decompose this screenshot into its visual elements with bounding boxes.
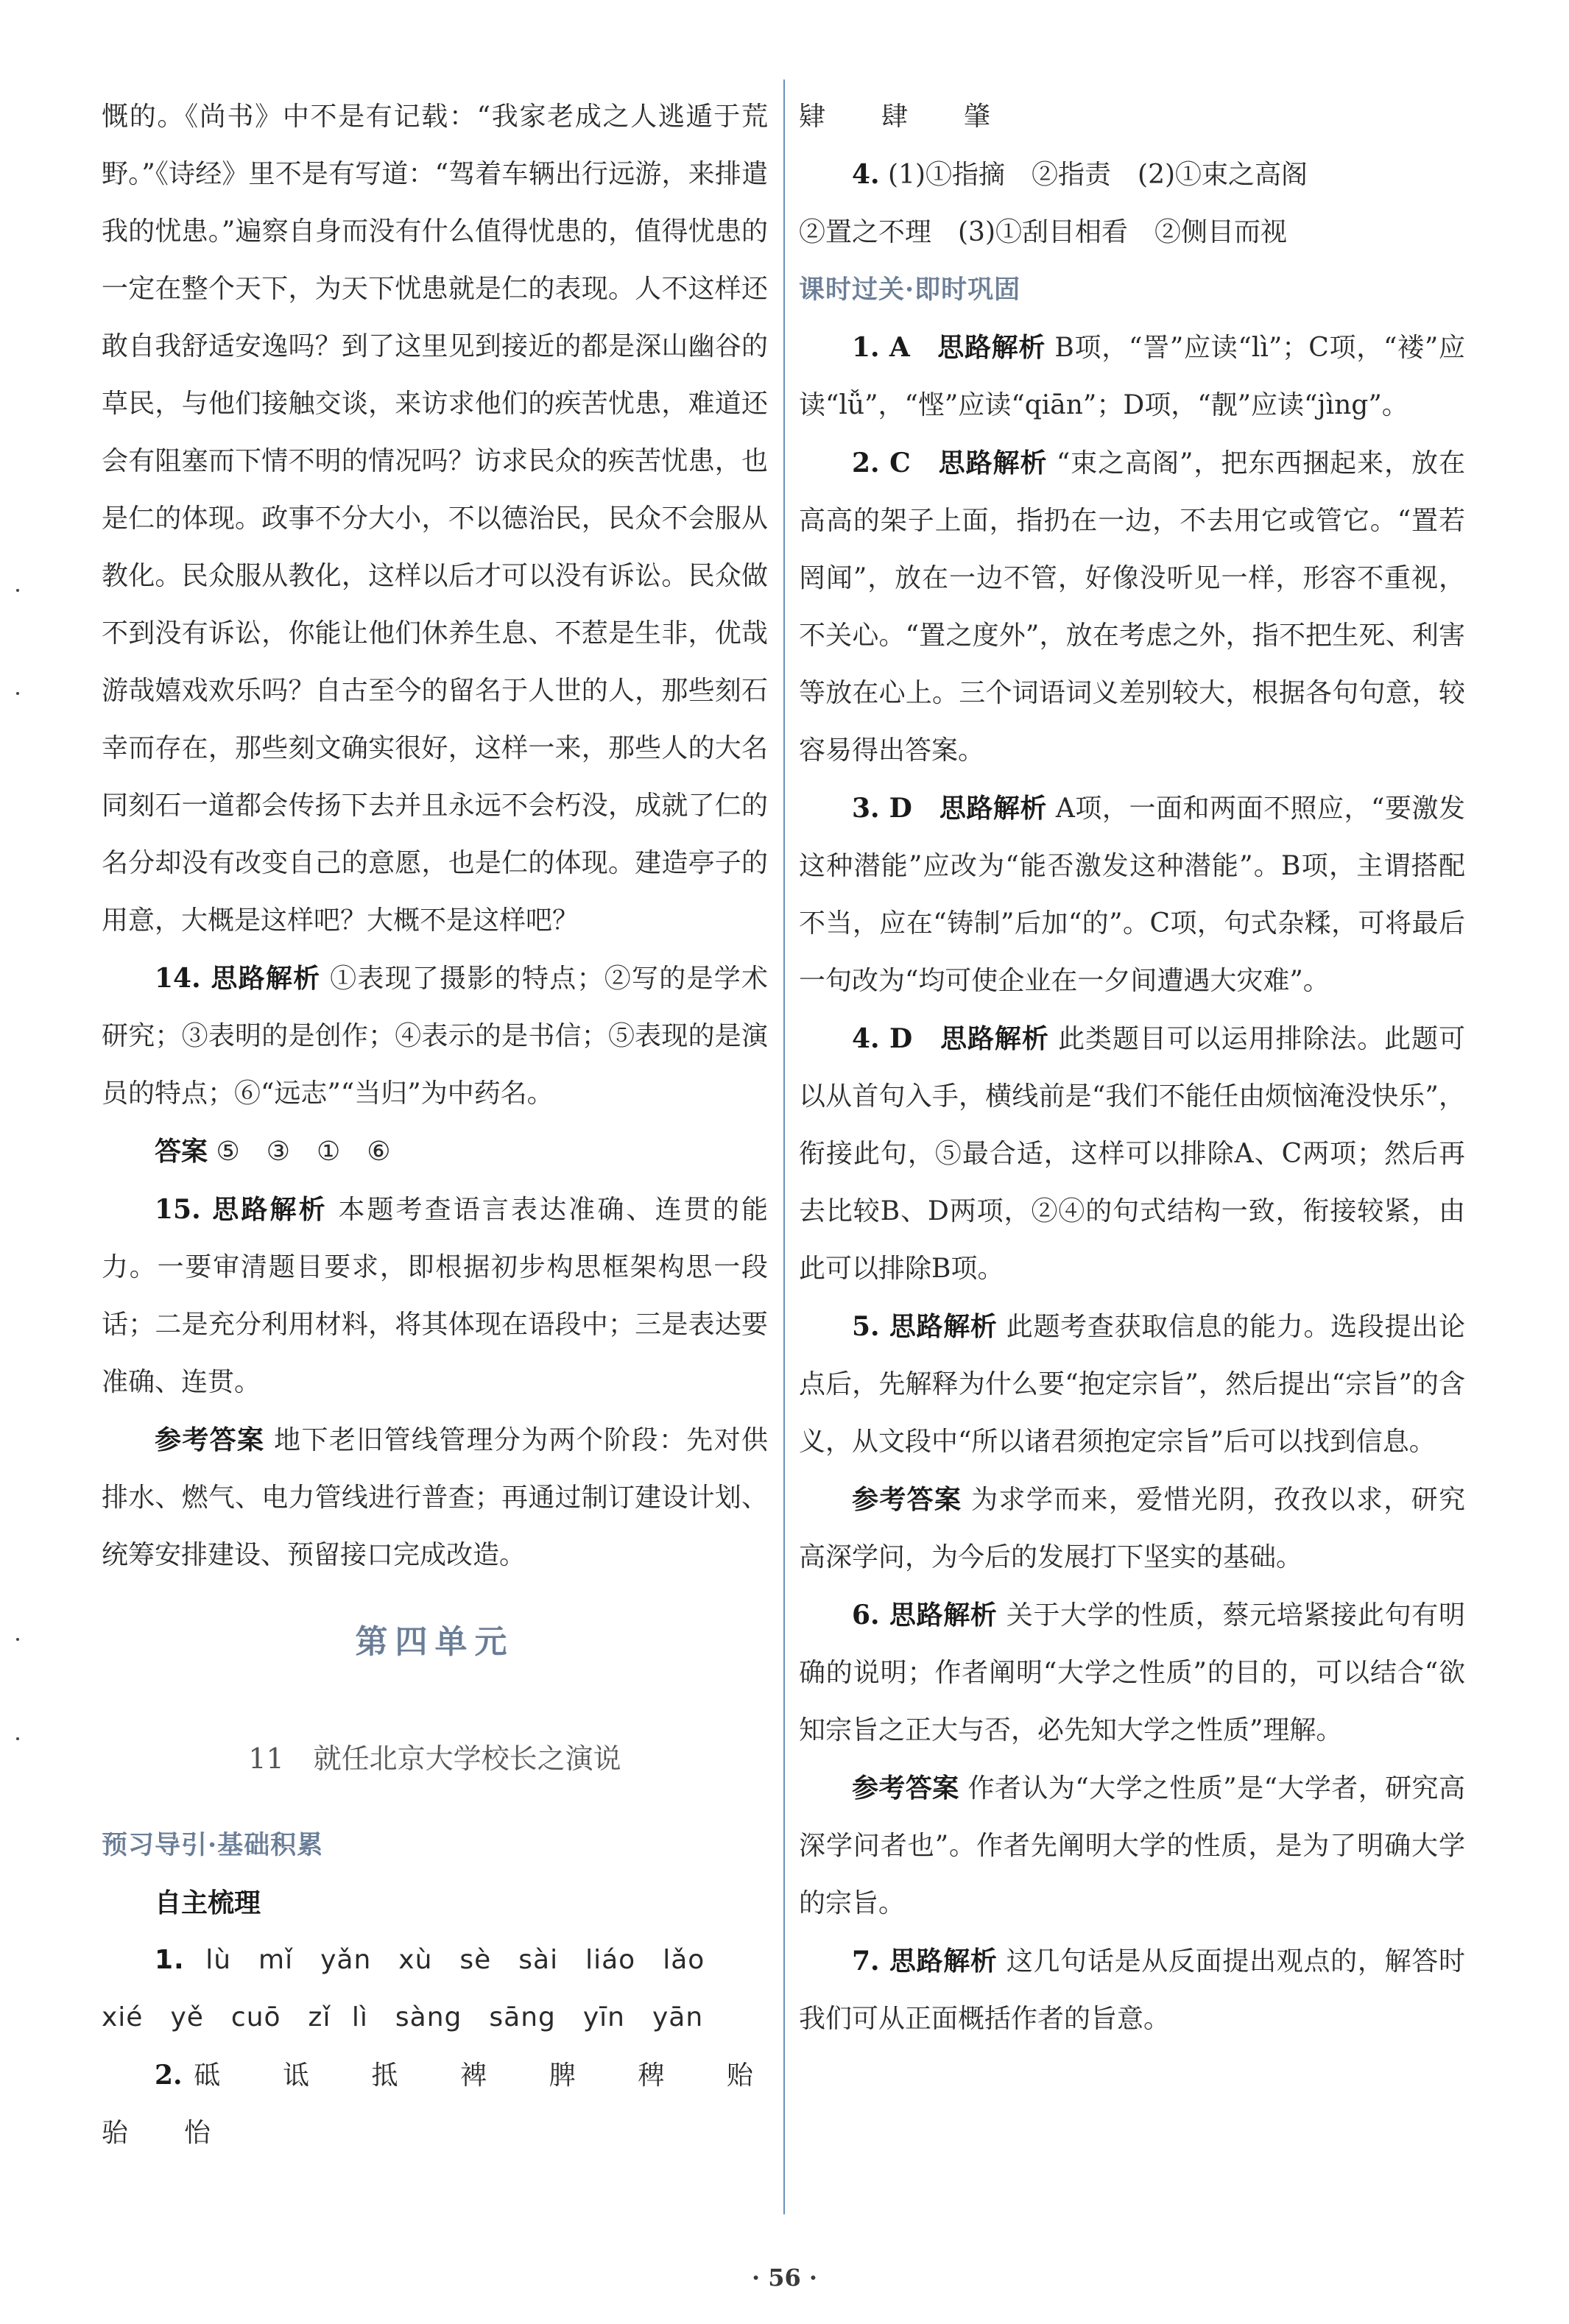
- answer-4-line-1: [799, 146, 1465, 204]
- answer-15-reference: [102, 1411, 768, 1584]
- answer-14-key-label: 答案: [155, 1136, 208, 1167]
- check-answer-7: [799, 1932, 1465, 2048]
- pinyin-values-1: lù mǐ yǎn xù sè sài liáo lǎo: [205, 1945, 705, 1975]
- check-answer-5-reference-text: 为求学而来，爱惜光阴，孜孜以求，研究高深学问，为今后的发展打下坚实的基础。: [799, 1485, 1465, 1572]
- check-answer-3-label: 3. D 思路解析: [852, 793, 1047, 824]
- answer-14-text: ①表现了摄影的特点；②写的是学术研究；③表明的是创作；④表示的是书信；⑤表现的是演员的特点；⑥“远志”“当归”为中药名。: [102, 964, 768, 1109]
- subsection-heading: 自主梳理: [155, 1887, 261, 1918]
- lesson-number: 11: [248, 1742, 284, 1775]
- answer-4-part-1: (1)①指摘 ②指责 (2)①束之高阁: [888, 160, 1308, 190]
- answer-14-key-value: ⑤ ③ ① ⑥: [216, 1137, 391, 1167]
- lesson-title: [102, 1730, 768, 1787]
- check-answer-3-text: A项，一面和两面不照应，“要激发这种潜能”应改为“能否激发这种潜能”。B项，主谓搭配不当，应在“铸制”后加“的”。C项，句式杂糅，可将最后一句改为“均可使企业在一夕间遭遇大灾难”。: [799, 794, 1466, 996]
- section-preview-heading: 预习导引·基础积累: [102, 1830, 324, 1860]
- check-answer-5: [799, 1298, 1465, 1471]
- check-answer-1: [799, 319, 1465, 434]
- margin-dot: [16, 589, 19, 592]
- check-answer-1-label: 1. A 思路解析: [852, 332, 1046, 363]
- answer-15-reference-label: 参考答案: [155, 1424, 265, 1455]
- translation-paragraph: 慨的。《尚书》中不是有记载：“我家老成之人逃遁于荒野。”《诗经》里不是有写道：“驾着车辆出行远游，来排遣我的忧患。”遍察自身而没有什么值得忧患的，值得忧患的一定在整个天下，为天下忧患就是仁的表现。人不这样还敢自我舒适安逸吗？到了这里见到接近的都是深山幽谷的草民，与他们接触交谈，来访求他们的疾苦忧患，难道还会有阻塞而下情不明的情况吗？访求民众的疾苦忧患，也是仁的体现。政事不分大小，不以德治民，民众不会服从教化。民众服从教化，这样以后才可以没有诉讼。民众做不到没有诉讼，你能让他们休养生息、不惹是生非，优哉游哉嬉戏欢乐吗？自古至今的留名于人世的人，那些刻石幸而存在，那些刻文确实很好，这样一来，那些人的大名同刻石一道都会传扬下去并且永远不会朽没，成就了仁的名分却没有改变自己的意愿，也是仁的体现。建造亭子的用意，大概是这样吧？大概不是这样吧？: [102, 102, 768, 936]
- answer-15-reference-text: 地下老旧管线管理分为两个阶段：先对供排水、燃气、电力管线进行普查；再通过制订建设计划、统筹安排建设、预留接口完成改造。: [102, 1425, 768, 1570]
- check-answer-5-label: 5. 思路解析: [852, 1311, 998, 1342]
- check-answer-4-label: 4. D 思路解析: [852, 1023, 1049, 1054]
- unit-title: 第四单元: [355, 1623, 515, 1661]
- answer-15: [102, 1181, 768, 1411]
- check-answer-6-text: 关于大学的性质，蔡元培紧接此句有明确的说明；作者阐明“大学之性质”的目的，可以结合“欲知宗旨之正大与否，必先知大学之性质”理解。: [799, 1600, 1465, 1745]
- margin-dot: [16, 1638, 19, 1641]
- check-answer-4: [799, 1010, 1465, 1298]
- check-answer-3: [799, 780, 1465, 1010]
- check-answer-6-reference-label: 参考答案: [852, 1773, 959, 1804]
- check-answer-6: [799, 1586, 1465, 1759]
- chars-line-2: 肄 肆 肇: [799, 102, 1006, 132]
- pinyin-line-2: xié yě cuō zǐ lì sàng sāng yīn yān: [102, 2002, 704, 2032]
- lesson-name: 就任北京大学校长之演说: [313, 1742, 621, 1775]
- check-answer-7-text: 这几句话是从反面提出观点的，解答时我们可从正面概括作者的旨意。: [799, 1946, 1465, 2034]
- section-check-heading: 课时过关·即时巩固: [799, 275, 1021, 305]
- answer-15-text: 本题考查语言表达准确、连贯的能力。一要审清题目要求，即根据初步构思框架构思一段话；二是充分利用材料，将其体现在语段中；三是表达要准确、连贯。: [102, 1195, 768, 1397]
- pinyin-line-1: [102, 1932, 768, 1989]
- check-answer-6-reference: [799, 1759, 1465, 1932]
- pinyin-label: 1.: [155, 1945, 185, 1975]
- answer-14-label: 14. 思路解析: [155, 963, 321, 994]
- check-answer-5-reference: [799, 1471, 1465, 1586]
- check-answer-5-reference-label: 参考答案: [852, 1484, 962, 1515]
- check-answer-7-label: 7. 思路解析: [852, 1946, 998, 1977]
- check-answer-2-text: “束之高阁”，把东西捆起来，放在高高的架子上面，指扔在一边，不去用它或管它。“置若罔闻”，放在一边不管，好像没听见一样，形容不重视，不关心。“置之度外”，放在考虑之外，指不把生死、利害等放在心上。三个词语词义差别较大，根据各句句意，较容易得出答案。: [799, 448, 1465, 766]
- check-answer-1-text: B项，“詈”应读“lì”；C项，“褛”应读“lǚ”，“悭”应读“qiān”；D项，“靓”应读“jìng”。: [799, 333, 1465, 420]
- chars-values-1: 砥 诋 抵 裨 脾 稗 贻 骀 怡: [102, 2060, 809, 2148]
- check-answer-6-reference-text: 作者认为“大学之性质”是“大学者，研究高深学问者也”。作者先阐明大学的性质，是为了明确大学的宗旨。: [799, 1773, 1465, 1918]
- margin-dot: [16, 1737, 19, 1740]
- check-answer-2-label: 2. C 思路解析: [852, 448, 1048, 478]
- check-answer-6-label: 6. 思路解析: [852, 1600, 998, 1631]
- answer-14: [102, 950, 768, 1123]
- check-answer-2: [799, 434, 1465, 780]
- margin-dot: [16, 692, 19, 695]
- check-answer-4-text: 此类题目可以运用排除法。此题可以从首句入手，横线前是“我们不能任由烦恼淹没快乐”，衔接此句，⑤最合适，这样可以排除A、C两项；然后再去比较B、D两项，②④的句式结构一致，衔接较紧，由此可以排除B项。: [799, 1024, 1465, 1284]
- answer-15-label: 15. 思路解析: [155, 1194, 328, 1225]
- answer-4-label: 4.: [852, 159, 880, 190]
- right-column: [799, 88, 1465, 2048]
- answer-4-line-2: ②置之不理 (3)①刮目相看 ②侧目而视: [799, 217, 1287, 247]
- column-divider: [783, 80, 785, 2214]
- answer-14-key: [102, 1123, 768, 1181]
- check-answer-5-text: 此题考查获取信息的能力。选段提出论点后，先解释为什么要“抱定宗旨”，然后提出“宗旨”的含义，从文段中“所以诸君须抱定宗旨”后可以找到信息。: [799, 1312, 1465, 1457]
- page-number: · 56 ·: [751, 2264, 818, 2292]
- chars-label: 2.: [155, 2060, 183, 2091]
- left-column: [102, 88, 809, 2162]
- chars-line-1: [102, 2046, 809, 2162]
